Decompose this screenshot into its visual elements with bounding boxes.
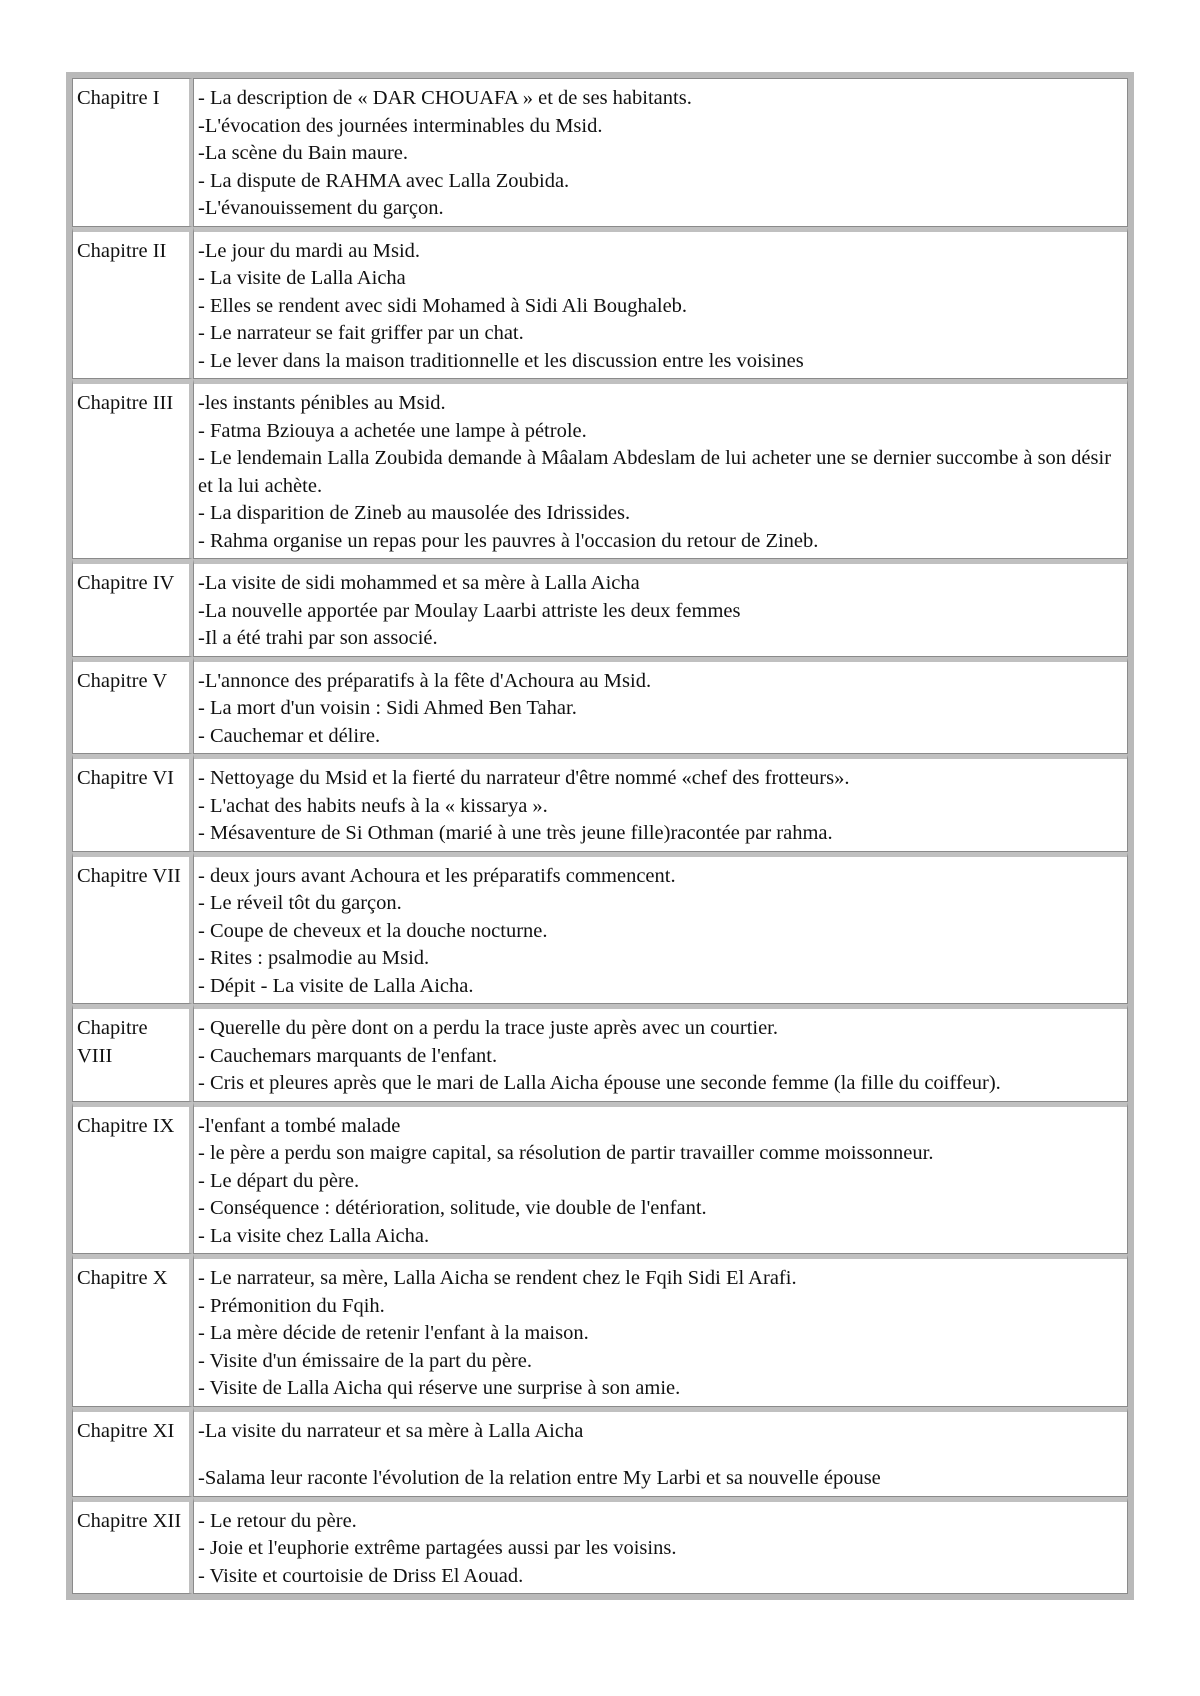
summary-line: - Mésaventure de Si Othman (marié à une très jeune fille)racontée par rahma. — [198, 822, 833, 844]
summary-line: - Cauchemar et délire. — [198, 724, 381, 747]
summary-line: - deux jours avant Achoura et les préparatifs commencent. — [198, 864, 676, 887]
summary-line: - Coupe de cheveux et la douche nocturne. — [198, 919, 548, 942]
summary-line: - Le réveil tôt du garçon. — [198, 892, 402, 914]
chapter-description — [193, 657, 1128, 755]
chapter-description — [193, 78, 1128, 227]
chapter-title: Chapitre VIII — [72, 1004, 193, 1102]
chapter-title: Chapitre VI — [72, 754, 193, 852]
summary-line: - Cris et pleures après que le mari de Lalla Aicha épouse une seconde femme (la fille du coiffeur). — [198, 1072, 1001, 1094]
summary-line: - La description de « DAR CHOUAFA » et de ses habitants. — [198, 87, 692, 109]
chapter-row — [72, 559, 1128, 657]
chapter-title: Chapitre I — [72, 78, 193, 227]
chapter-row — [72, 379, 1128, 559]
summary-line: - L'achat des habits neufs à la « kissarya ». — [198, 794, 548, 817]
chapter-row — [72, 852, 1128, 1005]
chapter-title: Chapitre XI — [72, 1407, 193, 1497]
summary-line: -Salama leur raconte l'évolution de la relation entre My Larbi et sa nouvelle épouse — [198, 1467, 881, 1489]
chapter-description — [193, 1102, 1128, 1255]
chapter-description — [193, 852, 1128, 1005]
summary-line: -La visite du narrateur et sa mère à Lalla Aicha — [198, 1419, 584, 1442]
summary-line: - Le narrateur se fait griffer par un chat. — [198, 322, 524, 344]
summary-line: -La nouvelle apportée par Moulay Laarbi attriste les deux femmes — [198, 599, 741, 622]
summary-line: -Il a été trahi par son associé. — [198, 627, 438, 649]
summary-line: - Le lever dans la maison traditionnelle et les discussion entre les voisines — [198, 349, 804, 372]
chapter-rows — [72, 78, 1128, 1594]
summary-line: - Rahma organise un repas pour les pauvres à l'occasion du retour de Zineb. — [198, 529, 819, 552]
summary-line: -La visite de sidi mohammed et sa mère à Lalla Aicha — [198, 572, 640, 594]
summary-line: - Visite et courtoisie de Driss El Aouad. — [198, 1564, 524, 1587]
summary-line: -l'enfant a tombé malade — [198, 1114, 401, 1137]
chapter-description — [193, 1407, 1128, 1497]
summary-line: - Prémonition du Fqih. — [198, 1294, 385, 1317]
chapter-row — [72, 1254, 1128, 1407]
chapter-row — [72, 754, 1128, 852]
summary-line: -La scène du Bain maure. — [198, 142, 409, 164]
chapter-row — [72, 1004, 1128, 1102]
chapter-title: Chapitre II — [72, 227, 193, 380]
summary-line: -les instants pénibles au Msid. — [198, 392, 446, 414]
summary-line: - Visite de Lalla Aicha qui réserve une surprise à son amie. — [198, 1377, 681, 1399]
summary-line: -L'annonce des préparatifs à la fête d'Achoura au Msid. — [198, 669, 652, 692]
chapter-description — [193, 227, 1128, 380]
summary-line: -L'évocation des journées interminables du Msid. — [198, 114, 603, 137]
blank-line — [198, 1445, 1123, 1465]
chapter-description — [193, 1254, 1128, 1407]
summary-line: - Le départ du père. — [198, 1169, 360, 1192]
chapter-row — [72, 227, 1128, 380]
summary-line: - La visite de Lalla Aicha — [198, 267, 406, 289]
chapter-summary-table — [66, 72, 1134, 1600]
chapter-title: Chapitre IV — [72, 559, 193, 657]
chapter-title: Chapitre XII — [72, 1497, 193, 1595]
chapter-description — [193, 559, 1128, 657]
chapter-description — [193, 1004, 1128, 1102]
summary-line: - Le lendemain Lalla Zoubida demande à Mâalam Abdeslam de lui acheter une se dernier succombe à son désir et la lui achète. — [198, 447, 1117, 497]
summary-line: - Conséquence : détérioration, solitude, vie double de l'enfant. — [198, 1197, 707, 1219]
summary-line: -L'évanouissement du garçon. — [198, 197, 444, 219]
chapter-row — [72, 657, 1128, 755]
summary-line: -Le jour du mardi au Msid. — [198, 239, 421, 262]
summary-line: - Le narrateur, sa mère, Lalla Aicha se rendent chez le Fqih Sidi El Arafi. — [198, 1267, 797, 1289]
summary-line: - La visite chez Lalla Aicha. — [198, 1224, 430, 1247]
chapter-row — [72, 78, 1128, 227]
summary-line: - La dispute de RAHMA avec Lalla Zoubida. — [198, 169, 570, 192]
summary-line: - La disparition de Zineb au mausolée des Idrissides. — [198, 502, 631, 524]
summary-line: - Joie et l'euphorie extrême partagées aussi par les voisins. — [198, 1537, 677, 1559]
chapter-row — [72, 1407, 1128, 1497]
summary-line: - Rites : psalmodie au Msid. — [198, 947, 430, 969]
summary-line: - La mère décide de retenir l'enfant à la maison. — [198, 1322, 589, 1344]
summary-line: - Elles se rendent avec sidi Mohamed à Sidi Ali Boughaleb. — [198, 294, 688, 317]
chapter-description — [193, 379, 1128, 559]
chapter-title: Chapitre X — [72, 1254, 193, 1407]
summary-line: - Dépit - La visite de Lalla Aicha. — [198, 974, 474, 997]
chapter-description — [193, 1497, 1128, 1595]
chapter-row — [72, 1102, 1128, 1255]
chapter-description — [193, 754, 1128, 852]
summary-line: - Nettoyage du Msid et la fierté du narrateur d'être nommé «chef des frotteurs». — [198, 767, 850, 789]
summary-line: - le père a perdu son maigre capital, sa résolution de partir travailler comme moissonneur. — [198, 1142, 934, 1164]
summary-line: - Cauchemars marquants de l'enfant. — [198, 1044, 498, 1067]
chapter-title: Chapitre VII — [72, 852, 193, 1005]
chapter-summary-sheet — [66, 72, 1134, 1600]
summary-line: - La mort d'un voisin : Sidi Ahmed Ben Tahar. — [198, 697, 577, 719]
chapter-title: Chapitre V — [72, 657, 193, 755]
summary-line: - Le retour du père. — [198, 1509, 357, 1532]
chapter-title: Chapitre III — [72, 379, 193, 559]
summary-line: - Fatma Bziouya a achetée une lampe à pétrole. — [198, 419, 587, 442]
summary-line: - Visite d'un émissaire de la part du père. — [198, 1349, 532, 1372]
chapter-title: Chapitre IX — [72, 1102, 193, 1255]
summary-line: - Querelle du père dont on a perdu la trace juste après avec un courtier. — [198, 1017, 779, 1039]
chapter-row — [72, 1497, 1128, 1595]
